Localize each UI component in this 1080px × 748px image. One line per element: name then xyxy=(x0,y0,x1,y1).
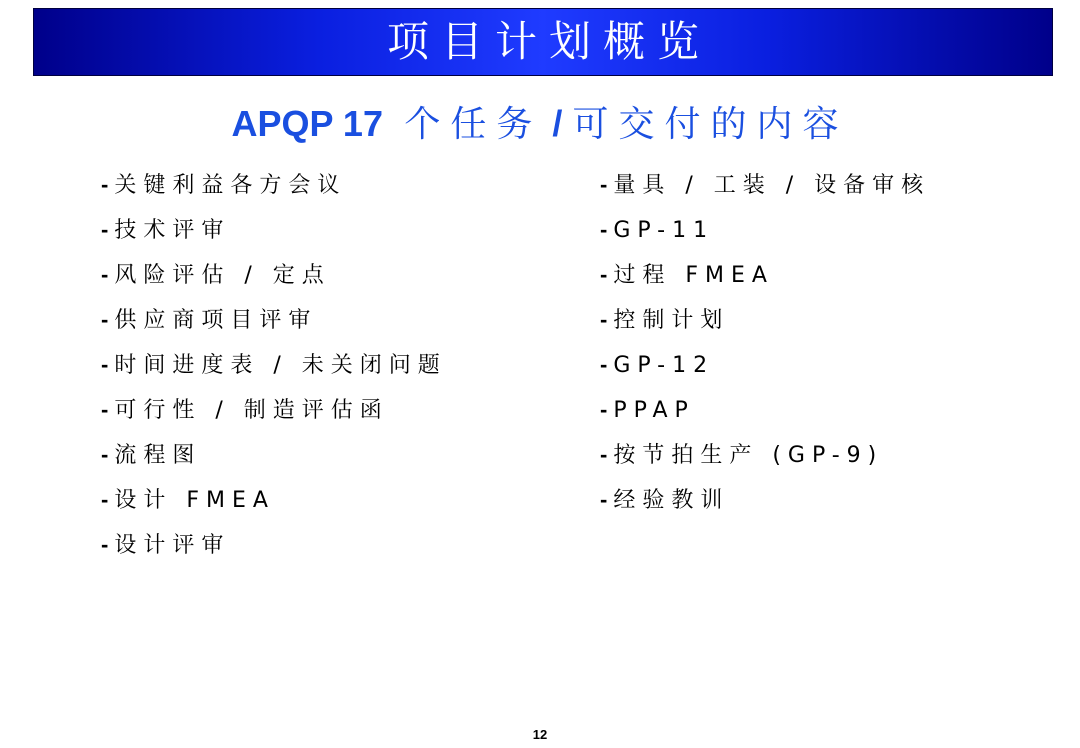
list-item xyxy=(101,342,447,387)
bullet-marker: - xyxy=(600,487,608,512)
bullet-marker: - xyxy=(600,352,608,377)
bullet-marker: - xyxy=(600,397,608,422)
bullet-marker: - xyxy=(600,307,608,332)
list-item-text: 量具 / 工装 / 设备审核 xyxy=(613,173,931,198)
list-item xyxy=(101,207,447,252)
bullet-marker: - xyxy=(600,217,608,242)
bullet-marker: - xyxy=(101,487,109,512)
bullet-marker: - xyxy=(101,307,109,332)
list-item-text: 流程图 xyxy=(114,443,202,468)
list-item-text: 经验教训 xyxy=(613,488,730,513)
list-item-text: 关键利益各方会议 xyxy=(114,173,347,198)
list-item xyxy=(101,522,447,567)
list-item xyxy=(101,252,447,297)
list-item xyxy=(600,432,930,477)
list-item xyxy=(600,252,930,297)
list-item-text: GP-11 xyxy=(613,218,715,243)
bullet-marker: - xyxy=(101,397,109,422)
subtitle-apqp-count: APQP 17 xyxy=(231,103,383,144)
bullet-marker: - xyxy=(101,262,109,287)
subtitle-slash: / xyxy=(542,103,573,144)
list-item xyxy=(101,477,447,522)
page-number: 12 xyxy=(532,727,548,742)
list-item xyxy=(600,207,930,252)
list-item xyxy=(101,162,447,207)
list-item xyxy=(600,387,930,432)
list-item-text: 风险评估 / 定点 xyxy=(114,263,331,288)
list-item-text: 按节拍生产 (GP-9) xyxy=(613,443,884,468)
list-item-text: PPAP xyxy=(613,398,695,423)
bullet-marker: - xyxy=(600,172,608,197)
list-item-text: 控制计划 xyxy=(613,308,730,333)
bullet-marker: - xyxy=(101,217,109,242)
list-item xyxy=(101,432,447,477)
subtitle-deliverables: 可交付的内容 xyxy=(572,104,849,145)
right-bullet-list xyxy=(600,162,930,522)
list-item-text: 技术评审 xyxy=(114,218,231,243)
bullet-marker: - xyxy=(101,352,109,377)
title-bar xyxy=(33,8,1053,76)
list-item xyxy=(600,162,930,207)
bullet-marker: - xyxy=(101,172,109,197)
list-item xyxy=(600,477,930,522)
list-item-text: 设计评审 xyxy=(114,533,231,558)
list-item-text: 设计 FMEA xyxy=(114,488,275,513)
bullet-marker: - xyxy=(101,532,109,557)
list-item-text: 供应商项目评审 xyxy=(114,308,318,333)
list-item-text: 过程 FMEA xyxy=(613,263,774,288)
list-item xyxy=(101,387,447,432)
list-item-text: 时间进度表 / 未关闭问题 xyxy=(114,353,447,378)
list-item-text: GP-12 xyxy=(613,353,715,378)
bullet-marker: - xyxy=(600,262,608,287)
list-item xyxy=(101,297,447,342)
slide-title: 项目计划概览 xyxy=(386,17,711,66)
list-item xyxy=(600,342,930,387)
subtitle-tasks: 个任务 xyxy=(382,104,543,145)
left-bullet-list xyxy=(101,162,447,567)
slide-subtitle xyxy=(0,100,1080,149)
list-item xyxy=(600,297,930,342)
bullet-marker: - xyxy=(600,442,608,467)
bullet-marker: - xyxy=(101,442,109,467)
list-item-text: 可行性 / 制造评估函 xyxy=(114,398,389,423)
